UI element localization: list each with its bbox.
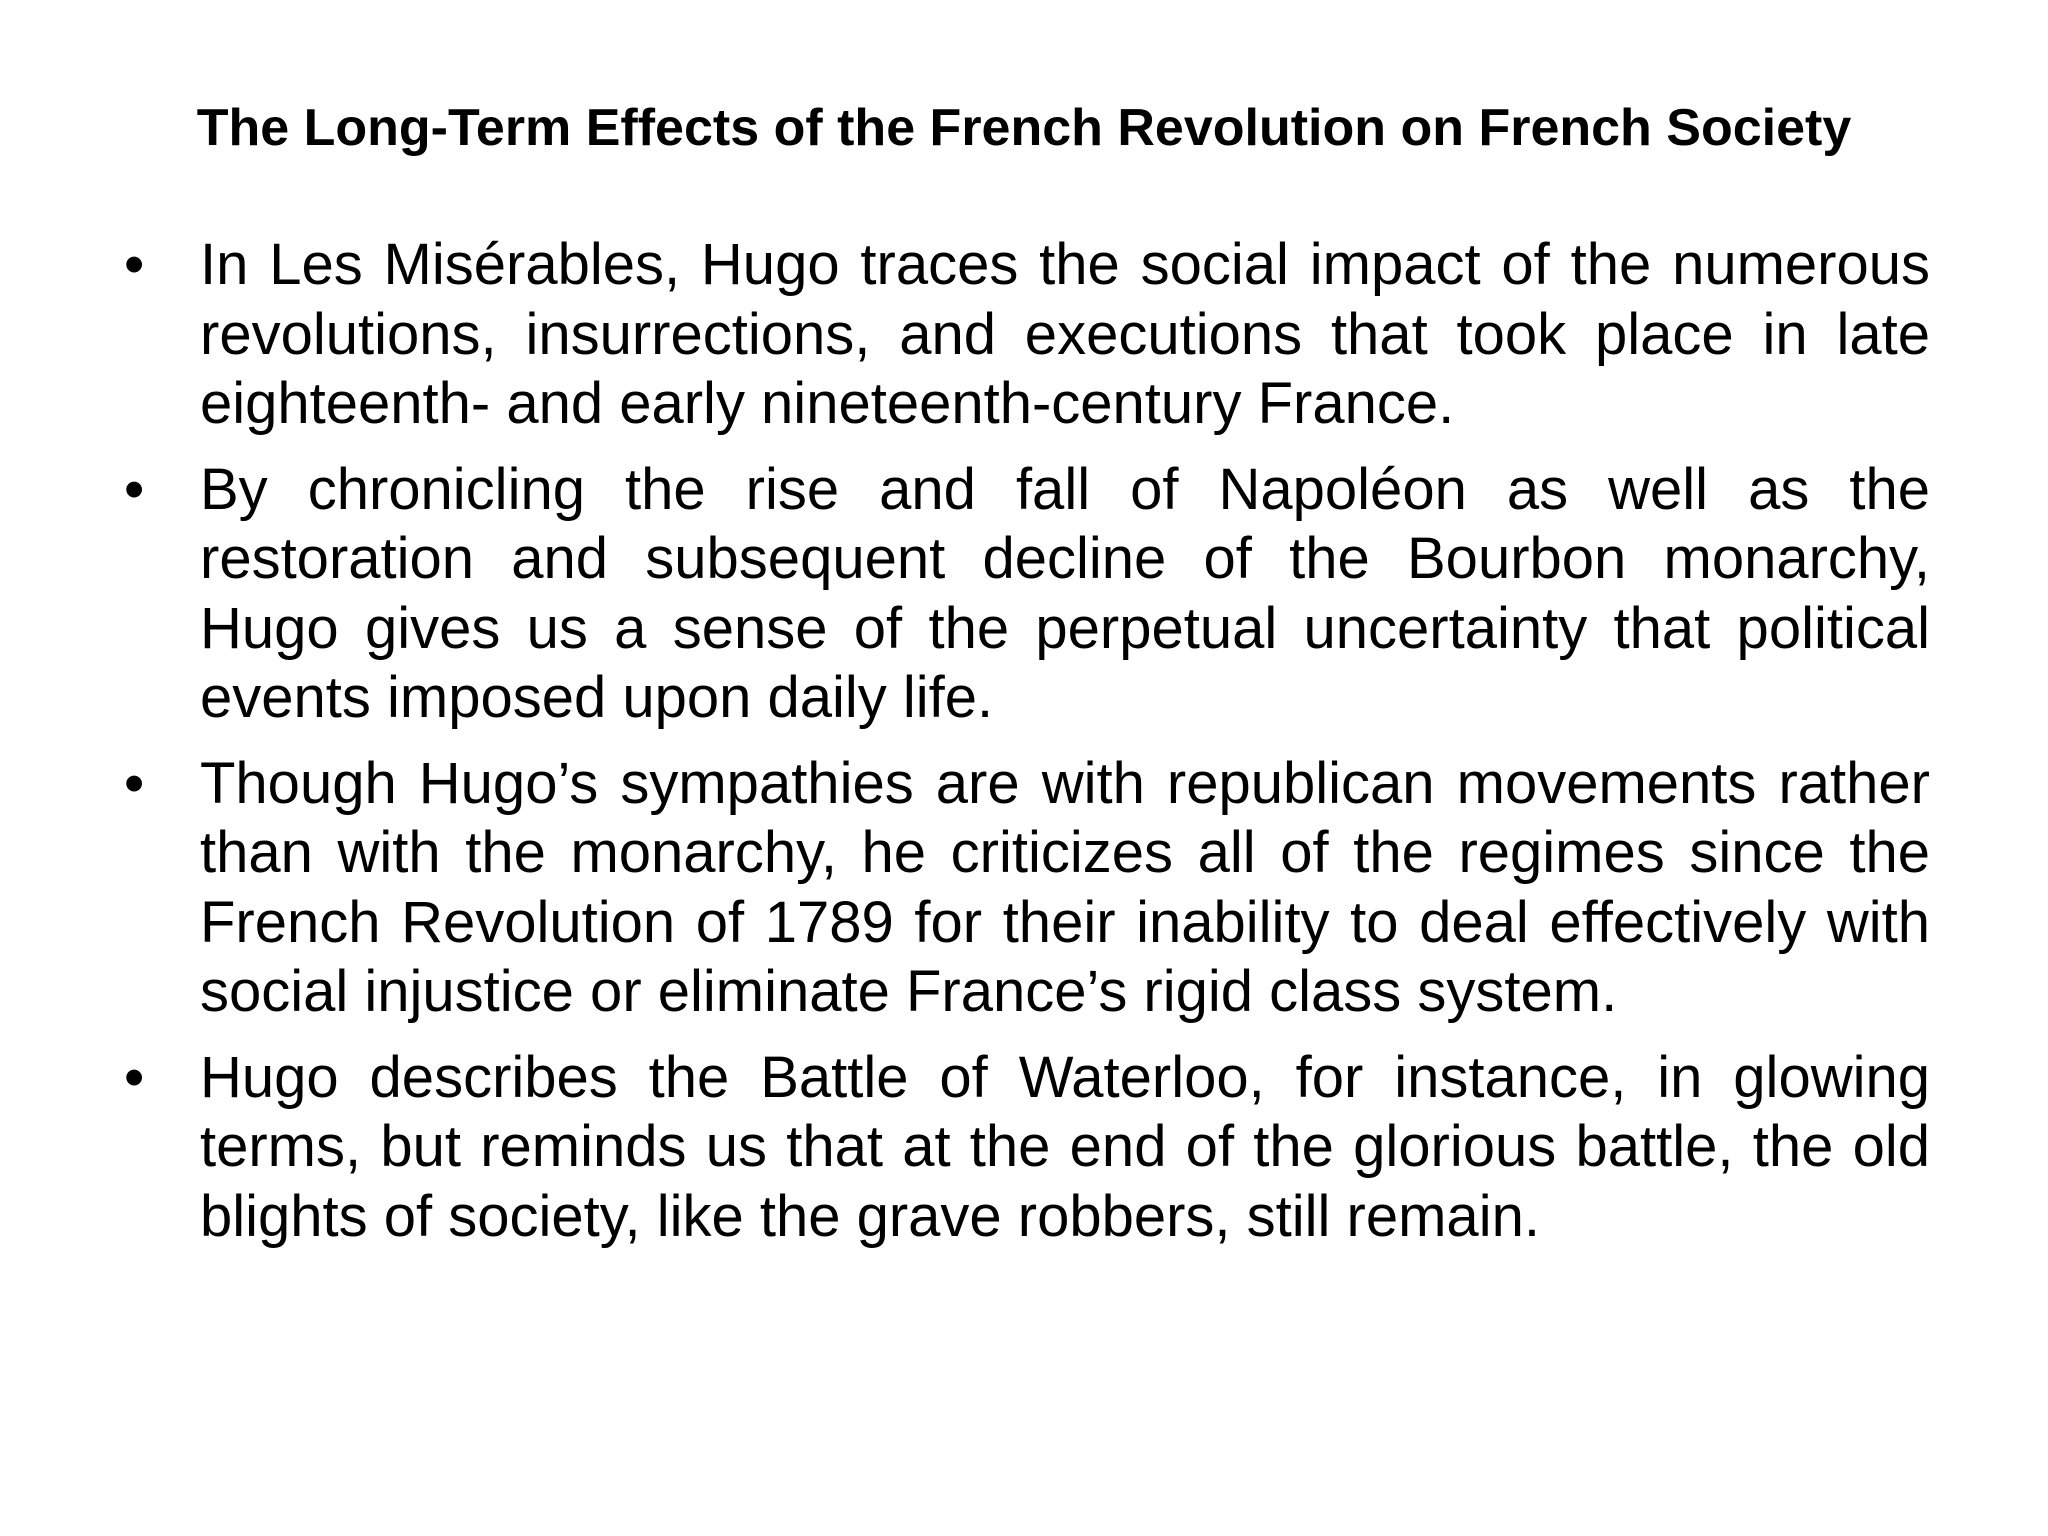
bullet-icon: • <box>124 750 145 816</box>
bullet-list <box>124 230 1930 1267</box>
bullet-icon: • <box>124 1044 145 1110</box>
bullet-text: In Les Misérables, Hugo traces the social impact of the numerous revolutions, insurrections, and executions that took place in late eighteenth- and early nineteenth-century France. <box>200 232 1930 436</box>
bullet-item <box>124 1043 1930 1252</box>
bullet-item <box>124 455 1930 733</box>
bullet-text: Hugo describes the Battle of Waterloo, for instance, in glowing terms, but reminds us that at the end of the glorious battle, the old blights of society, like the grave robbers, still remain. <box>200 1044 1930 1249</box>
bullet-item <box>124 749 1930 1027</box>
bullet-item <box>124 230 1930 439</box>
bullet-text: Though Hugo’s sympathies are with republican movements rather than with the monarchy, he criticizes all of the regimes since the French Revolution of 1789 for their inability to deal effectively with social injustice or eliminate France’s rigid class system. <box>200 750 1930 1024</box>
bullet-icon: • <box>124 456 145 522</box>
slide-title: The Long-Term Effects of the French Revolution on French Society <box>196 99 1852 157</box>
bullet-text: By chronicling the rise and fall of Napoléon as well as the restoration and subsequent decline of the Bourbon monarchy, Hugo gives us a sense of the perpetual uncertainty that political events imposed upon daily life. <box>200 456 1930 730</box>
bullet-icon: • <box>124 232 145 297</box>
